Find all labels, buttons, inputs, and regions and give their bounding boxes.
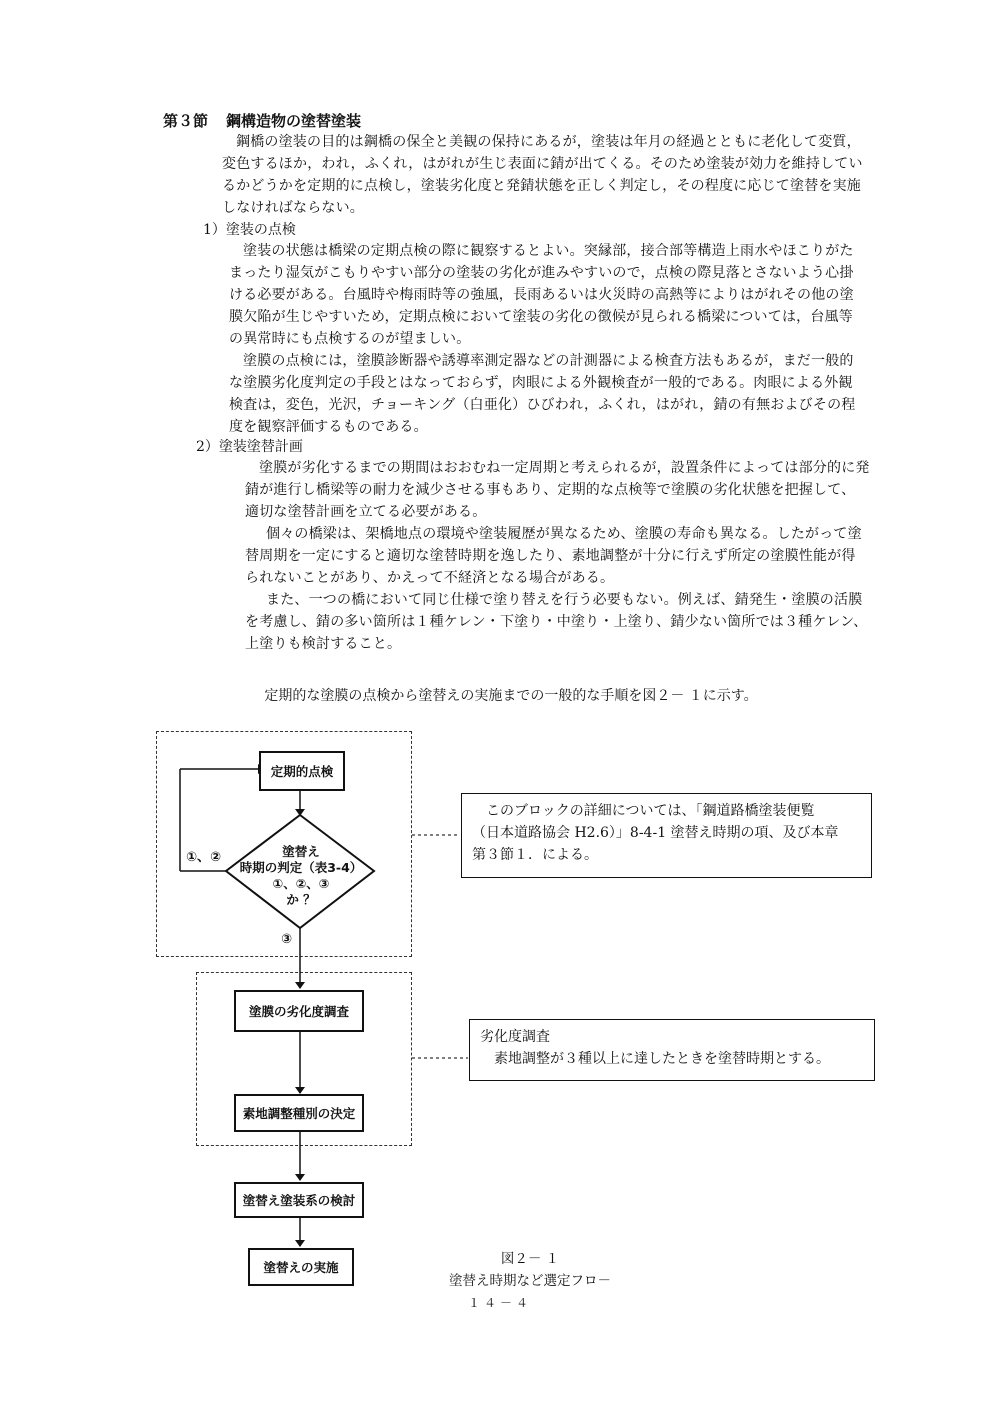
- section-number: 第３節: [163, 112, 209, 130]
- sub1-line: 検査は，変色，光沢，チョーキング（白亜化）ひびわれ，ふくれ，はがれ，錆の有無およびその程: [229, 397, 856, 413]
- step-repainting-execution: [248, 1248, 354, 1286]
- yes-label: ③: [281, 932, 293, 947]
- step-deterioration-survey: [234, 990, 364, 1032]
- step-surface-prep-decision: [234, 1094, 364, 1132]
- decision-line: 塗替え: [282, 844, 320, 859]
- note-title: 劣化度調査: [480, 1029, 550, 1045]
- sub1-line: な塗膜劣化度判定の手段とはなっておらず，肉眼による外観検査が一般的である。肉眼による外観: [229, 375, 853, 391]
- note-line: （日本道路協会 H2.6）」8-4-1 塗替え時期の項、及び本章: [472, 825, 839, 841]
- sub1-line: まったり湿気がこもりやすい部分の塗装の劣化が進みやすいので，点検の際見落とさないよう心掛: [229, 265, 854, 281]
- note-box-reference: [461, 793, 872, 878]
- loop-label: ①、②: [186, 850, 222, 865]
- sub2-line: 適切な塗替計画を立てる必要がある。: [245, 504, 487, 520]
- note-box-deterioration: [469, 1019, 875, 1081]
- figure-caption: 塗替え時期など選定フロ－: [449, 1273, 611, 1289]
- section-title: 鋼構造物の塗替塗装: [226, 112, 362, 130]
- step-label: 定期的点検: [270, 764, 334, 779]
- sub1-line: 塗装の状態は橋梁の定期点検の際に観察するとよい。突縁部，接合部等構造上雨水やほこりがた: [243, 243, 854, 259]
- note-body: 素地調整が３種以上に達したときを塗替時期とする。: [494, 1051, 830, 1067]
- decision-label: [226, 844, 376, 908]
- sub2-heading: 2）塗装塗替計画: [196, 439, 303, 455]
- note-line: このブロックの詳細については、「鋼道路橋塗装便覧: [486, 803, 815, 819]
- decision-line: 時期の判定（表3-4）: [239, 860, 363, 875]
- intro-line: るかどうかを定期的に点検し，塗装劣化度と発錆状態を正しく判定し，その程度に応じて塗替を実施: [222, 178, 861, 194]
- step-periodic-inspection: [259, 751, 345, 791]
- flow-intro: 定期的な塗膜の点検から塗替えの実施までの一般的な手順を図２－ １に示す。: [264, 688, 758, 704]
- sub1-line: 塗膜の点検には，塗膜診断器や誘導率測定器などの計測器による検査方法もあるが，まだ一般的: [243, 353, 854, 369]
- sub2-line: 替周期を一定にすると適切な塗替時期を逸したり、素地調整が十分に行えず所定の塗膜性能が得: [245, 548, 856, 564]
- sub2-line: 個々の橋梁は、架橋地点の環境や塗装履歴が異なるため、塗膜の寿命も異なる。したがって塗: [266, 526, 862, 542]
- sub2-line: 錆が進行し橋梁等の耐力を減少させる事もあり、定期的な点検等で塗膜の劣化状態を把握して、: [245, 482, 856, 498]
- step-label: 塗膜の劣化度調査: [248, 1004, 349, 1019]
- step-label: 塗替えの実施: [263, 1260, 339, 1275]
- sub1-heading: 1）塗装の点検: [203, 222, 296, 238]
- step-label: 塗替え塗装系の検討: [242, 1193, 356, 1208]
- decision-line: ①、②、③: [272, 876, 330, 891]
- sub1-line: 膜欠陥が生じやすいため，定期点検において塗装の劣化の徴候が見られる橋梁については，台風等: [229, 309, 853, 325]
- step-coating-system-review: [234, 1182, 364, 1218]
- sub1-line: ける必要がある。台風時や梅雨時等の強風，長雨あるいは火災時の高熱等によりはがれその他の塗: [229, 287, 854, 303]
- step-label: 素地調整種別の決定: [242, 1106, 356, 1121]
- sub2-line: 上塗りも検討すること。: [245, 636, 402, 652]
- note-line: 第３節１．による。: [472, 847, 598, 863]
- sub1-line: の異常時にも点検するのが望ましい。: [229, 331, 471, 347]
- sub2-line: られないことがあり、かえって不経済となる場合がある。: [245, 570, 615, 586]
- sub2-line: 塗膜が劣化するまでの期間はおおむね一定周期と考えられるが，設置条件によっては部分的に発: [259, 460, 870, 476]
- page-number: １４－４: [467, 1296, 532, 1310]
- sub2-line: を考慮し、錆の多い箇所は１種ケレン・下塗り・中塗り・上塗り、錆少ない箇所では３種ケレン、: [245, 614, 868, 630]
- sub2-line: また、一つの橋において同じ仕様で塗り替えを行う必要もない。例えば、錆発生・塗膜の活膜: [266, 592, 863, 608]
- intro-line: しなければならない。: [222, 200, 364, 216]
- figure-number: 図２－ １: [500, 1251, 560, 1267]
- sub1-line: 度を観察評価するものである。: [229, 419, 428, 435]
- decision-line: か ？: [286, 892, 316, 907]
- intro-line: 変色するほか，われ，ふくれ，はがれが生じ表面に錆が出てくる。そのため塗装が効力を維持してい: [222, 156, 863, 172]
- intro-line: 鋼橋の塗装の目的は鋼橋の保全と美観の保持にあるが，塗装は年月の経過とともに老化して変質，: [236, 134, 861, 150]
